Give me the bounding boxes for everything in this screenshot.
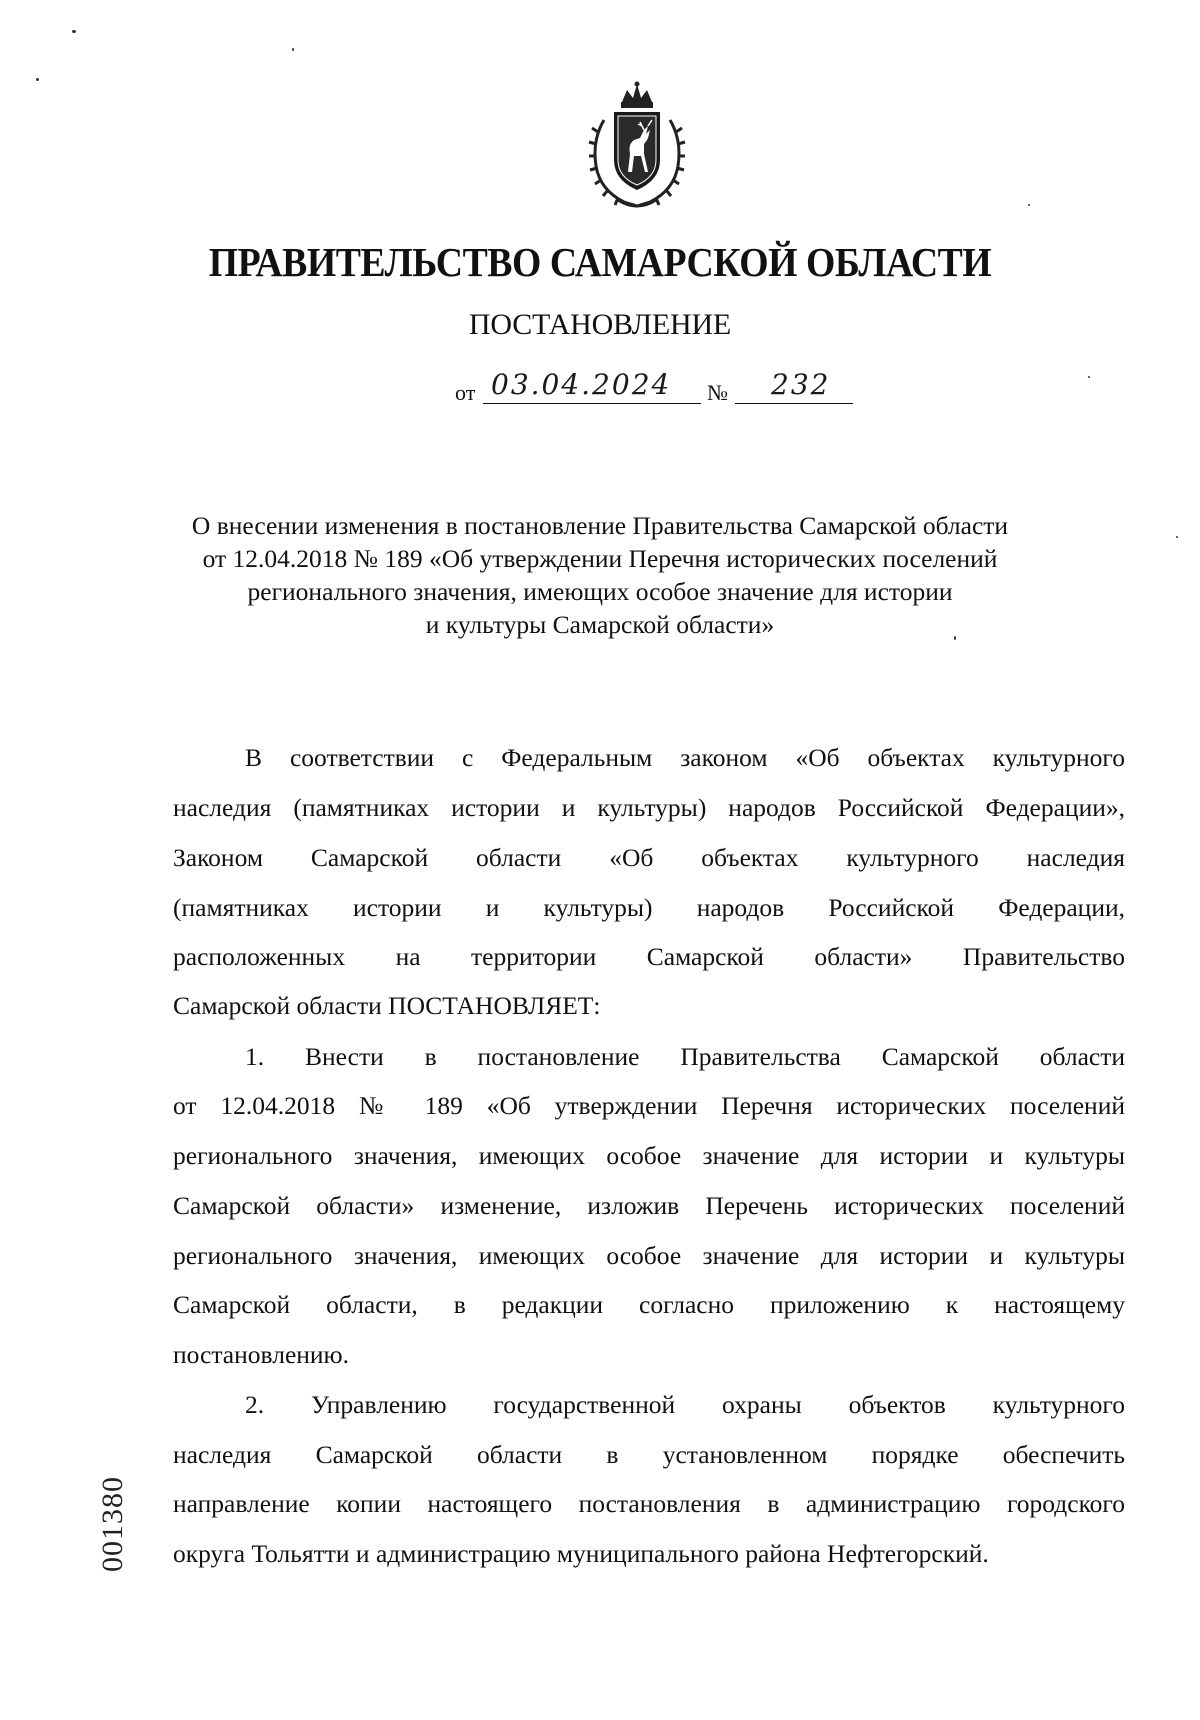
body-line: Самарской области» изменение, изложив Перечень исторических поселений — [173, 1191, 1125, 1220]
subject-line: О внесении изменения в постановление Правительства Самарской области — [191, 511, 1009, 540]
body-line: от 12.04.2018 № 189 «Об утверждении Перечня исторических поселений — [173, 1091, 1125, 1120]
body-line: 2. Управлению государственной охраны объектов культурного — [245, 1390, 1125, 1419]
body-line: регионального значения, имеющих особое значение для истории и культуры — [173, 1141, 1125, 1170]
scan-speck — [954, 636, 956, 640]
scan-speck — [1028, 204, 1030, 206]
body-line: наследия Самарской области в установленном порядке обеспечить — [173, 1440, 1125, 1469]
subject-line: от 12.04.2018 № 189 «Об утверждении Перечня исторических поселений — [202, 544, 998, 573]
scan-speck — [1088, 376, 1090, 378]
body-line: округа Тольятти и администрацию муниципального района Нефтегорский. — [173, 1539, 989, 1568]
number-label: № — [707, 380, 728, 405]
body-line: расположенных на территории Самарской области» Правительство — [173, 942, 1125, 971]
body-line: постановлению. — [173, 1340, 349, 1369]
body-line: (памятниках истории и культуры) народов Российской Федерации, — [173, 893, 1125, 922]
body-line: 1. Внести в постановление Правительства Самарской области — [245, 1042, 1125, 1071]
body-line: Самарской области, в редакции согласно приложению к настоящему — [173, 1290, 1125, 1319]
document-type: ПОСТАНОВЛЕНИЕ — [468, 308, 732, 341]
body-line: регионального значения, имеющих особое значение для истории и культуры — [173, 1241, 1125, 1270]
body-line: направление копии настоящего постановления в администрацию городского — [173, 1489, 1125, 1518]
date-number-line — [455, 368, 845, 408]
coat-of-arms-icon — [578, 80, 696, 212]
document-date: 03.04.2024 — [483, 368, 701, 404]
body-line: Самарской области ПОСТАНОВЛЯЕТ: — [173, 991, 601, 1020]
document-subject — [150, 509, 1050, 641]
side-registration-number: 001380 — [96, 1476, 129, 1572]
scan-speck — [72, 30, 76, 33]
document-number: 232 — [735, 368, 853, 404]
scan-speck — [292, 48, 294, 51]
scan-speck — [1176, 536, 1178, 538]
subject-line: регионального значения, имеющих особое значение для истории — [247, 577, 953, 606]
date-label: от — [455, 380, 476, 405]
subject-line: и культуры Самарской области» — [425, 610, 775, 639]
scan-speck — [36, 78, 39, 81]
body-line: Законом Самарской области «Об объектах культурного наследия — [173, 843, 1125, 872]
government-title: ПРАВИТЕЛЬСТВО САМАРСКОЙ ОБЛАСТИ — [208, 239, 992, 285]
body-line: В соответствии с Федеральным законом «Об объектах культурного — [245, 743, 1125, 772]
body-line: наследия (памятниках истории и культуры) народов Российской Федерации», — [173, 793, 1125, 822]
